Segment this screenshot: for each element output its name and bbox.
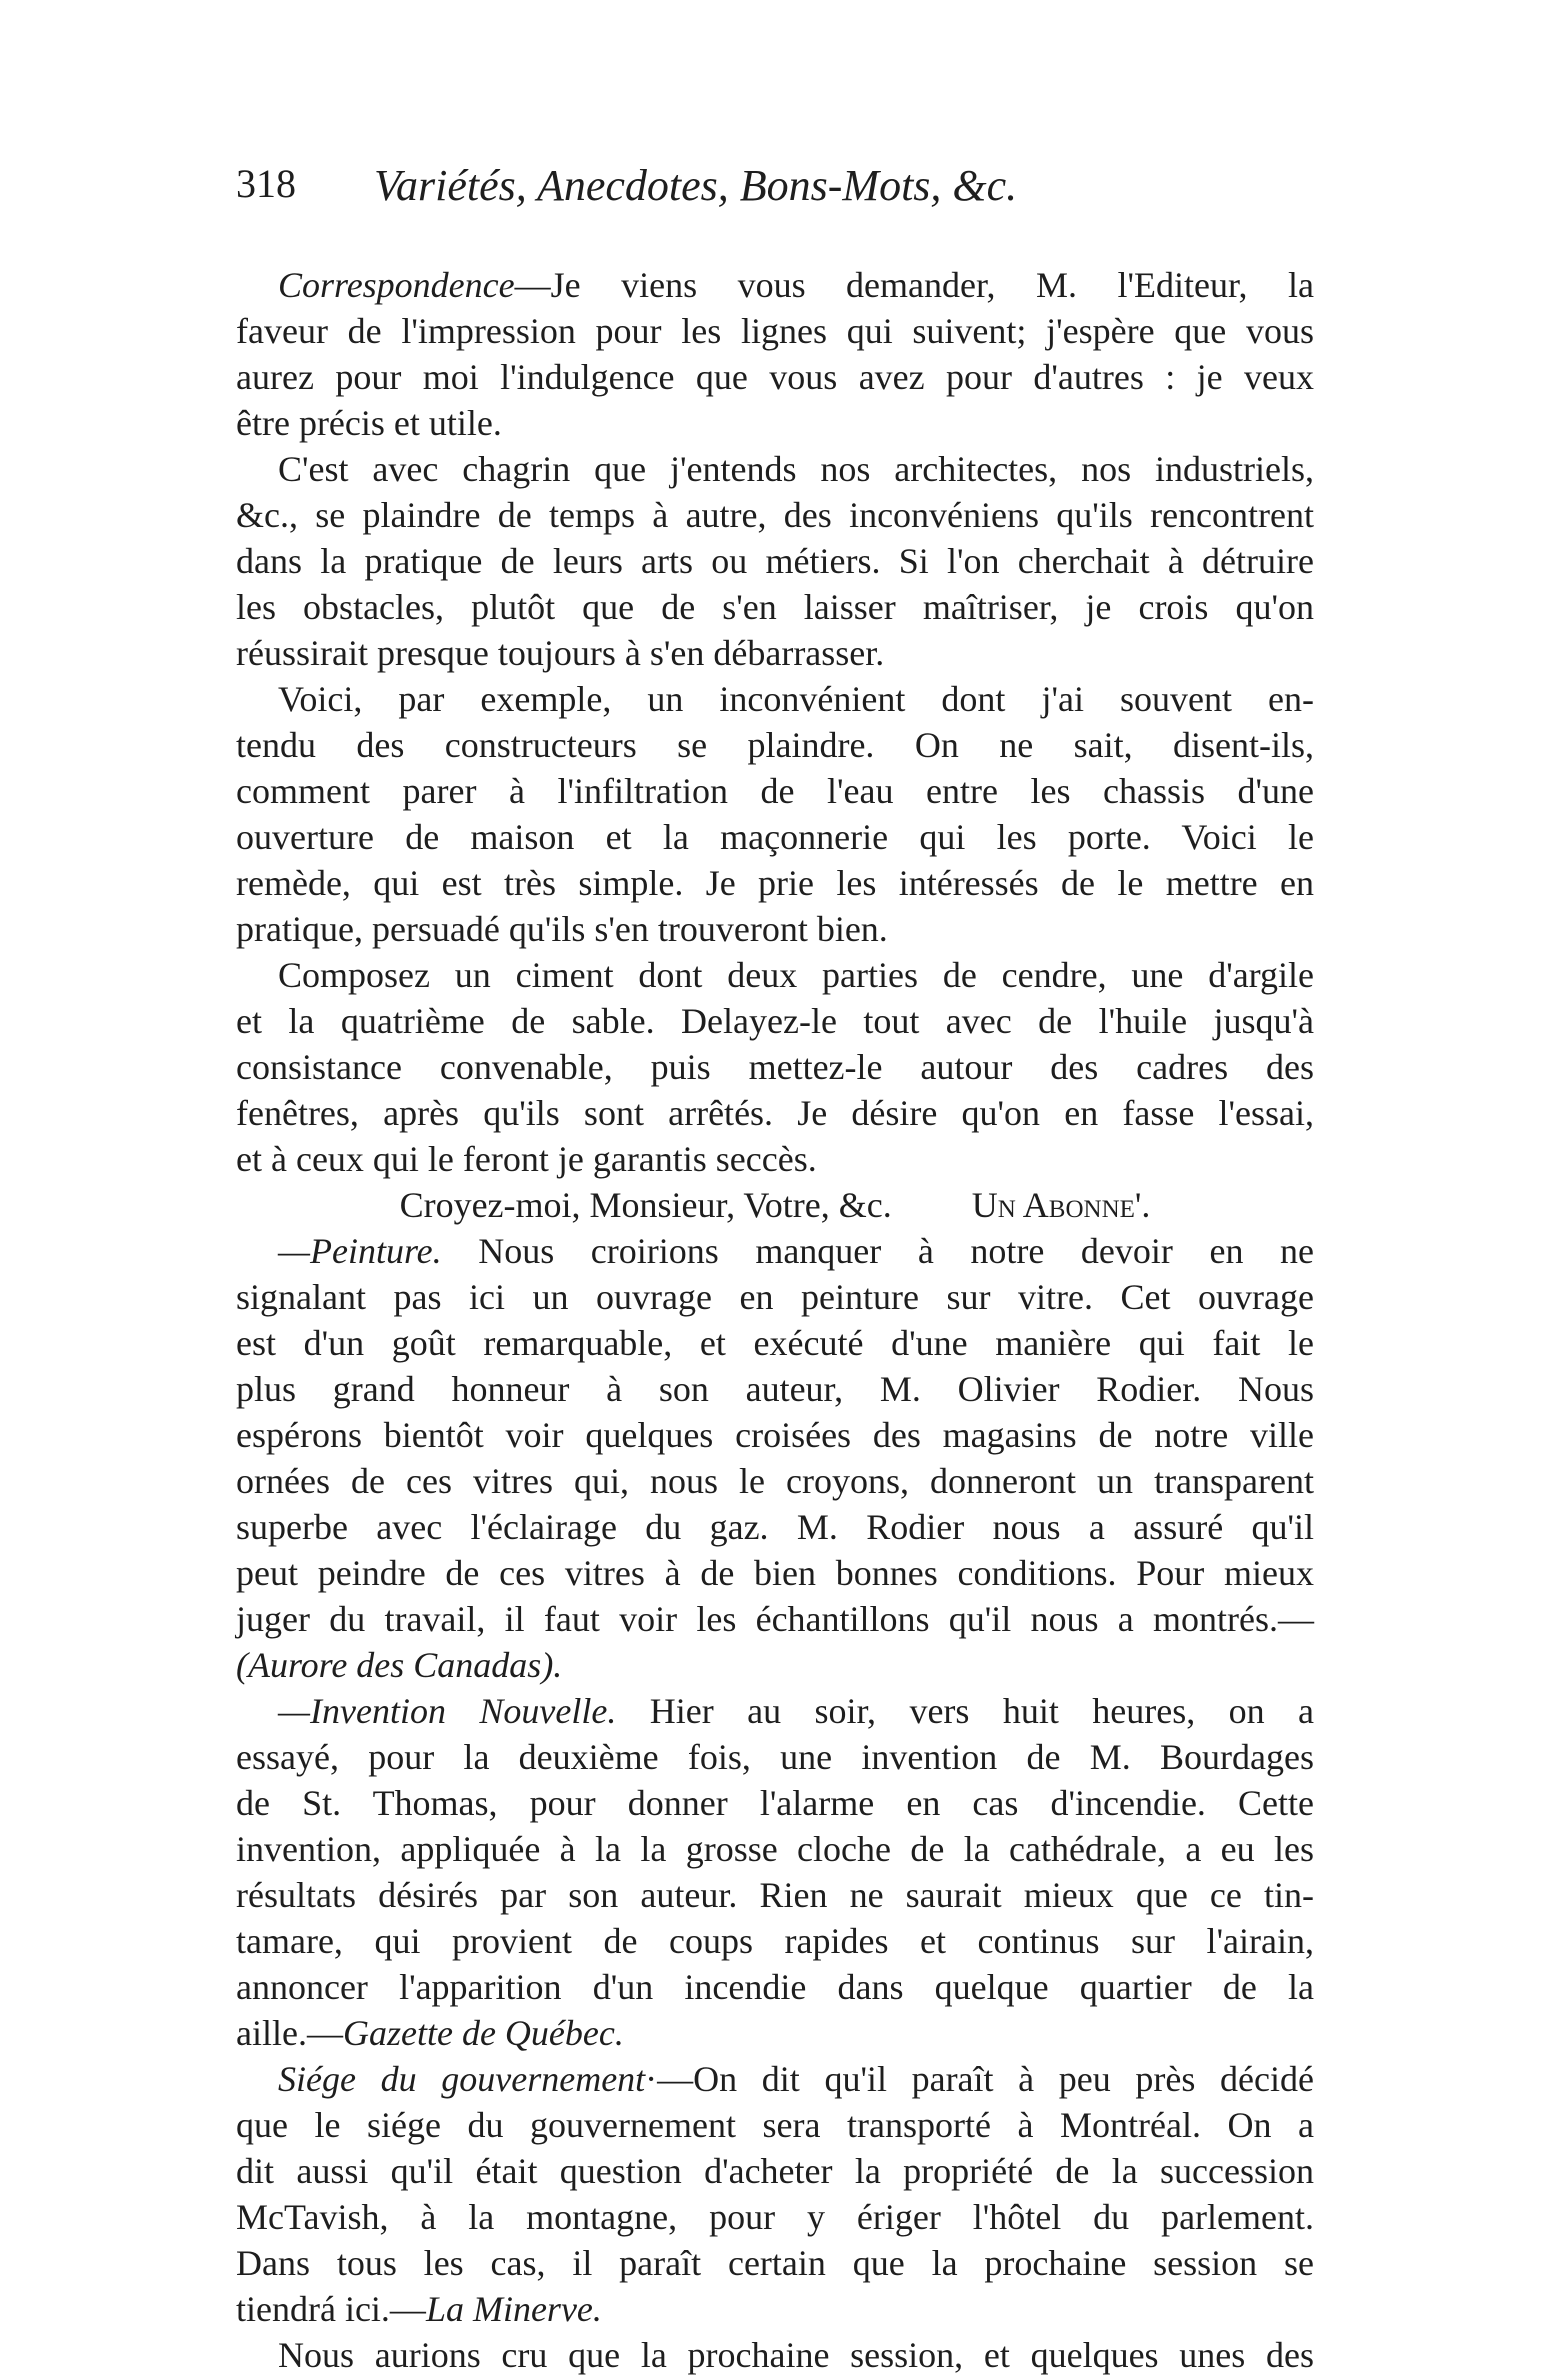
line-text: superbe avec l'éclairage du gaz. M. Rodier nous a assuré qu'il: [236, 1507, 1314, 1547]
text-line: [236, 1504, 1314, 1550]
signature: Un Abonne'.: [971, 1185, 1151, 1225]
line-text: signalant pas ici un ouvrage en peinture sur vitre. Cet ouvrage: [236, 1277, 1314, 1317]
text-line: [236, 1136, 1314, 1182]
italic-source: La Minerve.: [425, 2289, 602, 2329]
text-line: [236, 952, 1314, 998]
page-number: 318: [236, 161, 296, 206]
line-text: ·—On dit qu'il paraît à peu près décidé: [645, 2059, 1314, 2099]
line-text: et à ceux qui le feront je garantis seccès.: [236, 1139, 817, 1179]
line-text: de St. Thomas, pour donner l'alarme en cas d'incendie. Cette: [236, 1783, 1314, 1823]
text-line: [236, 308, 1314, 354]
line-text: ouverture de maison et la maçonnerie qui les porte. Voici le: [236, 817, 1314, 857]
text-line: [236, 1734, 1314, 1780]
line-text: que le siége du gouvernement sera transporté à Montréal. On a: [236, 2105, 1314, 2145]
line-text: dit aussi qu'il était question d'acheter la propriété de la succession: [236, 2151, 1314, 2191]
line-text: fenêtres, après qu'ils sont arrêtés. Je désire qu'on en fasse l'essai,: [236, 1093, 1314, 1133]
line-text: annoncer l'apparition d'un incendie dans quelque quartier de la: [236, 1967, 1314, 2007]
text-line: [236, 1550, 1314, 1596]
line-text: essayé, pour la deuxième fois, une invention de M. Bourdages: [236, 1737, 1314, 1777]
text-line: [236, 906, 1314, 952]
italic-lead: Correspondence: [278, 265, 515, 305]
line-text: Hier au soir, vers huit heures, on a: [616, 1691, 1314, 1731]
text-line: [236, 262, 1314, 308]
text-line: [236, 2056, 1314, 2102]
line-text: Nous aurions cru que la prochaine session, et quelques unes des: [278, 2335, 1314, 2375]
line-text: est d'un goût remarquable, et exécuté d'une manière qui fait le: [236, 1323, 1314, 1363]
text-line: [236, 1642, 1314, 1688]
line-text: aille.—: [236, 2013, 343, 2053]
page-body: [236, 262, 1314, 2378]
text-line: [236, 2332, 1314, 2378]
line-text: consistance convenable, puis mettez-le autour des cadres des: [236, 1047, 1314, 1087]
line-text: et la quatrième de sable. Delayez-le tout avec de l'huile jusqu'à: [236, 1001, 1314, 1041]
text-line: [236, 1826, 1314, 1872]
line-text: tamare, qui provient de coups rapides et continus sur l'airain,: [236, 1921, 1314, 1961]
line-text: faveur de l'impression pour les lignes qui suivent; j'espère que vous: [236, 311, 1314, 351]
text-line: [236, 1274, 1314, 1320]
italic-lead: (Aurore des Canadas).: [236, 1645, 563, 1685]
text-line: [236, 354, 1314, 400]
line-text: peut peindre de ces vitres à de bien bonnes conditions. Pour mieux: [236, 1553, 1314, 1593]
line-text: réussirait presque toujours à s'en débarrasser.: [236, 633, 885, 673]
line-text: Croyez-moi, Monsieur, Votre, &c.: [399, 1185, 892, 1225]
text-line: [236, 1366, 1314, 1412]
text-line: [236, 1090, 1314, 1136]
italic-lead: Siége du gouvernement: [278, 2059, 646, 2099]
italic-lead: —Invention Nouvelle.: [278, 1691, 617, 1731]
line-text: ornées de ces vitres qui, nous le croyons, donneront un transparent: [236, 1461, 1314, 1501]
running-head: Variétés, Anecdotes, Bons-Mots, &c.: [374, 161, 1018, 210]
line-text: C'est avec chagrin que j'entends nos architectes, nos industriels,: [278, 449, 1314, 489]
text-line: [236, 1780, 1314, 1826]
page-header: [236, 160, 1250, 220]
text-line: [236, 1688, 1314, 1734]
line-text: pratique, persuadé qu'ils s'en trouveront bien.: [236, 909, 888, 949]
line-text: remède, qui est très simple. Je prie les intéressés de le mettre en: [236, 863, 1314, 903]
line-text: Voici, par exemple, un inconvénient dont j'ai souvent en-: [278, 679, 1314, 719]
text-line: [236, 584, 1314, 630]
line-text: plus grand honneur à son auteur, M. Olivier Rodier. Nous: [236, 1369, 1314, 1409]
text-line: [236, 814, 1314, 860]
text-line: [236, 400, 1314, 446]
text-line: [236, 1918, 1314, 1964]
text-line: [236, 2102, 1314, 2148]
line-text: tendu des constructeurs se plaindre. On ne sait, disent-ils,: [236, 725, 1314, 765]
text-line: [236, 1596, 1314, 1642]
line-text: Composez un ciment dont deux parties de cendre, une d'argile: [278, 955, 1314, 995]
text-line: [236, 2240, 1314, 2286]
text-line: [236, 1872, 1314, 1918]
text-line: [236, 446, 1314, 492]
line-text: être précis et utile.: [236, 403, 502, 443]
text-line: [236, 860, 1314, 906]
text-line: [236, 2148, 1314, 2194]
text-line: [236, 768, 1314, 814]
text-line: [236, 676, 1314, 722]
line-text: tiendrá ici.—: [236, 2289, 426, 2329]
text-line: [236, 2010, 1314, 2056]
line-text: comment parer à l'infiltration de l'eau entre les chassis d'une: [236, 771, 1314, 811]
text-line: [236, 998, 1314, 1044]
italic-lead: —Peinture.: [278, 1231, 442, 1271]
text-line: [236, 538, 1314, 584]
italic-source: Gazette de Québec.: [342, 2013, 624, 2053]
text-line: [236, 1044, 1314, 1090]
text-line: [236, 2194, 1314, 2240]
text-line: [236, 630, 1314, 676]
text-line: [236, 492, 1314, 538]
text-line: [236, 1228, 1314, 1274]
text-line: [236, 1458, 1314, 1504]
text-line: [236, 2286, 1314, 2332]
line-text: les obstacles, plutôt que de s'en laisser maîtriser, je crois qu'on: [236, 587, 1314, 627]
line-text: McTavish, à la montagne, pour y ériger l'hôtel du parlement.: [236, 2197, 1314, 2237]
line-text: espérons bientôt voir quelques croisées des magasins de notre ville: [236, 1415, 1314, 1455]
text-line: [236, 722, 1314, 768]
line-text: —Je viens vous demander, M. l'Editeur, la: [514, 265, 1314, 305]
line-text: Nous croirions manquer à notre devoir en ne: [441, 1231, 1314, 1271]
line-text: &c., se plaindre de temps à autre, des inconvéniens qu'ils rencontrent: [236, 495, 1314, 535]
text-line: [236, 1182, 1314, 1228]
line-text: invention, appliquée à la la grosse cloche de la cathédrale, a eu les: [236, 1829, 1314, 1869]
line-text: Dans tous les cas, il paraît certain que la prochaine session se: [236, 2243, 1314, 2283]
text-line: [236, 1320, 1314, 1366]
line-text: dans la pratique de leurs arts ou métiers. Si l'on cherchait à détruire: [236, 541, 1314, 581]
text-line: [236, 1412, 1314, 1458]
line-text: juger du travail, il faut voir les échantillons qu'il nous a montrés.—: [236, 1599, 1314, 1639]
text-line: [236, 1964, 1314, 2010]
line-text: aurez pour moi l'indulgence que vous avez pour d'autres : je veux: [236, 357, 1314, 397]
line-text: résultats désirés par son auteur. Rien ne saurait mieux que ce tin-: [236, 1875, 1314, 1915]
